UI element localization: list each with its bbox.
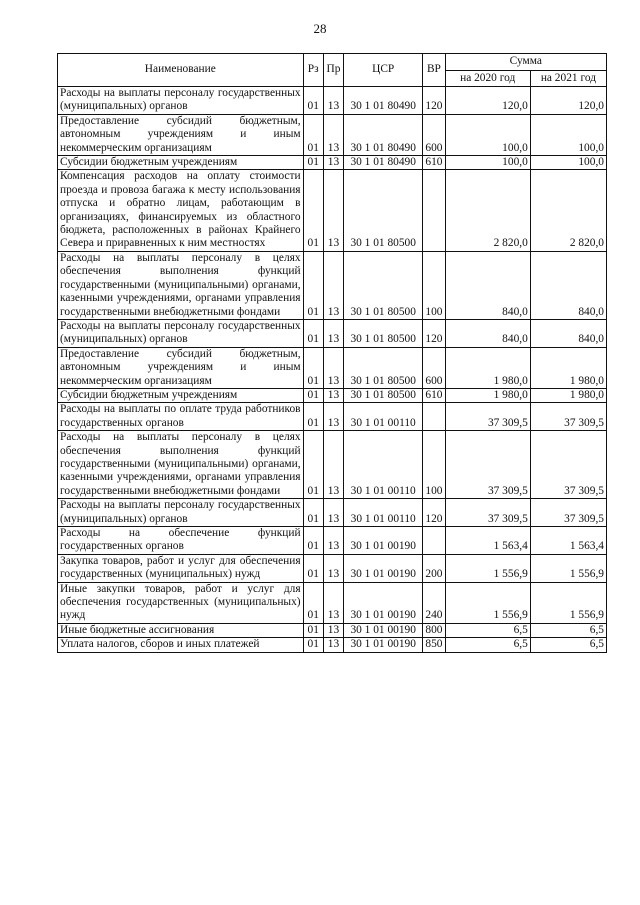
row-sum-2020: 840,0 (445, 251, 530, 319)
row-pr: 13 (323, 156, 343, 170)
table-row (58, 251, 607, 319)
header-name: Наименование (58, 54, 304, 87)
row-sum-2020: 120,0 (445, 87, 530, 115)
row-pr: 13 (323, 499, 343, 527)
table-header (58, 54, 607, 87)
row-sum-2021: 1 563,4 (530, 527, 606, 555)
row-csr: 30 1 01 80490 (344, 114, 423, 155)
header-year-2020: на 2020 год (445, 71, 530, 87)
row-csr: 30 1 01 00110 (344, 431, 423, 499)
table-row (58, 527, 607, 555)
table-row (58, 403, 607, 431)
row-csr: 30 1 01 00110 (344, 499, 423, 527)
row-vr: 850 (423, 638, 445, 652)
budget-table (57, 53, 607, 653)
row-vr (423, 403, 445, 431)
row-sum-2021: 6,5 (530, 623, 606, 637)
row-sum-2021: 37 309,5 (530, 499, 606, 527)
table-row (58, 114, 607, 155)
table-row (58, 319, 607, 347)
row-sum-2020: 1 556,9 (445, 582, 530, 623)
row-name: Уплата налогов, сборов и иных платежей (58, 638, 304, 652)
row-csr: 30 1 01 00190 (344, 554, 423, 582)
row-name: Предоставление субсидий бюджетным, автономным учреждениям и иным некоммерческим организациям (58, 347, 304, 388)
row-sum-2021: 37 309,5 (530, 431, 606, 499)
row-csr: 30 1 01 80500 (344, 251, 423, 319)
table-row (58, 347, 607, 388)
row-sum-2020: 1 556,9 (445, 554, 530, 582)
row-sum-2021: 120,0 (530, 87, 606, 115)
row-sum-2021: 840,0 (530, 319, 606, 347)
table-row (58, 388, 607, 402)
row-rz: 01 (303, 499, 323, 527)
row-vr (423, 170, 445, 251)
row-pr: 13 (323, 319, 343, 347)
row-sum-2020: 6,5 (445, 623, 530, 637)
row-csr: 30 1 01 00190 (344, 623, 423, 637)
header-csr: ЦСР (344, 54, 423, 87)
row-sum-2021: 840,0 (530, 251, 606, 319)
row-name: Расходы на выплаты персоналу государственных (муниципальных) органов (58, 499, 304, 527)
row-csr: 30 1 01 80500 (344, 388, 423, 402)
row-vr (423, 527, 445, 555)
row-rz: 01 (303, 431, 323, 499)
row-sum-2020: 100,0 (445, 114, 530, 155)
row-csr: 30 1 01 80490 (344, 156, 423, 170)
page-number: 28 (313, 21, 327, 36)
row-pr: 13 (323, 638, 343, 652)
row-name: Расходы на обеспечение функций государственных органов (58, 527, 304, 555)
row-pr: 13 (323, 347, 343, 388)
row-pr: 13 (323, 403, 343, 431)
row-csr: 30 1 01 80500 (344, 319, 423, 347)
row-rz: 01 (303, 388, 323, 402)
header-pr: Пр (323, 54, 343, 87)
row-sum-2021: 100,0 (530, 156, 606, 170)
row-csr: 30 1 01 00190 (344, 582, 423, 623)
row-rz: 01 (303, 623, 323, 637)
row-sum-2020: 2 820,0 (445, 170, 530, 251)
row-rz: 01 (303, 638, 323, 652)
row-sum-2020: 6,5 (445, 638, 530, 652)
row-name: Иные закупки товаров, работ и услуг для обеспечения государственных (муниципальных) нужд (58, 582, 304, 623)
row-vr: 100 (423, 251, 445, 319)
row-sum-2020: 37 309,5 (445, 499, 530, 527)
row-vr: 600 (423, 114, 445, 155)
row-csr: 30 1 01 00190 (344, 527, 423, 555)
table-row (58, 623, 607, 637)
table-row (58, 87, 607, 115)
row-rz: 01 (303, 527, 323, 555)
row-vr: 100 (423, 431, 445, 499)
row-vr: 800 (423, 623, 445, 637)
row-rz: 01 (303, 319, 323, 347)
row-pr: 13 (323, 251, 343, 319)
row-pr: 13 (323, 554, 343, 582)
table-row (58, 156, 607, 170)
row-csr: 30 1 01 00190 (344, 638, 423, 652)
row-name: Расходы на выплаты персоналу в целях обеспечения выполнения функций государственными (муниципальными) органами, казенными учреждениями, органами управления государственными внебюджетными фондами (58, 251, 304, 319)
table-row (58, 499, 607, 527)
row-name: Иные бюджетные ассигнования (58, 623, 304, 637)
row-sum-2021: 6,5 (530, 638, 606, 652)
row-sum-2021: 100,0 (530, 114, 606, 155)
row-sum-2020: 37 309,5 (445, 431, 530, 499)
header-vr: ВР (423, 54, 445, 87)
row-name: Закупка товаров, работ и услуг для обеспечения государственных (муниципальных) нужд (58, 554, 304, 582)
row-rz: 01 (303, 403, 323, 431)
row-pr: 13 (323, 87, 343, 115)
row-sum-2021: 1 980,0 (530, 347, 606, 388)
row-sum-2021: 1 980,0 (530, 388, 606, 402)
row-vr: 200 (423, 554, 445, 582)
header-sum: Сумма (445, 54, 606, 71)
row-vr: 610 (423, 388, 445, 402)
row-name: Расходы на выплаты персоналу в целях обеспечения выполнения функций государственными (муниципальными) органами, казенными учреждениями, органами управления государственными внебюджетными фондами (58, 431, 304, 499)
row-rz: 01 (303, 554, 323, 582)
row-rz: 01 (303, 251, 323, 319)
row-name: Расходы на выплаты персоналу государственных (муниципальных) органов (58, 87, 304, 115)
row-vr: 610 (423, 156, 445, 170)
row-pr: 13 (323, 114, 343, 155)
row-rz: 01 (303, 156, 323, 170)
row-rz: 01 (303, 347, 323, 388)
table-body (58, 87, 607, 653)
row-sum-2020: 1 980,0 (445, 347, 530, 388)
row-name: Предоставление субсидий бюджетным, автономным учреждениям и иным некоммерческим организациям (58, 114, 304, 155)
row-csr: 30 1 01 80500 (344, 347, 423, 388)
row-pr: 13 (323, 527, 343, 555)
row-sum-2020: 1 980,0 (445, 388, 530, 402)
row-name: Расходы на выплаты персоналу государственных (муниципальных) органов (58, 319, 304, 347)
row-pr: 13 (323, 431, 343, 499)
row-pr: 13 (323, 623, 343, 637)
row-vr: 120 (423, 87, 445, 115)
row-sum-2021: 1 556,9 (530, 554, 606, 582)
header-rz: Рз (303, 54, 323, 87)
row-sum-2020: 37 309,5 (445, 403, 530, 431)
row-csr: 30 1 01 80490 (344, 87, 423, 115)
row-vr: 600 (423, 347, 445, 388)
row-vr: 120 (423, 319, 445, 347)
row-rz: 01 (303, 87, 323, 115)
table-row (58, 554, 607, 582)
row-pr: 13 (323, 170, 343, 251)
row-csr: 30 1 01 80500 (344, 170, 423, 251)
header-year-2021: на 2021 год (530, 71, 606, 87)
row-rz: 01 (303, 582, 323, 623)
row-sum-2021: 2 820,0 (530, 170, 606, 251)
row-sum-2020: 1 563,4 (445, 527, 530, 555)
row-name: Субсидии бюджетным учреждениям (58, 156, 304, 170)
row-sum-2020: 840,0 (445, 319, 530, 347)
row-sum-2021: 37 309,5 (530, 403, 606, 431)
row-name: Компенсация расходов на оплату стоимости проезда и провоза багажа к месту использования отпуска и обратно лицам, работающим в организациях, финансируемых из областного бюджета, расположенных в районах Крайнего Севера и приравненных к ним местностях (58, 170, 304, 251)
table-row (58, 582, 607, 623)
row-pr: 13 (323, 582, 343, 623)
row-pr: 13 (323, 388, 343, 402)
row-vr: 240 (423, 582, 445, 623)
row-name: Расходы на выплаты по оплате труда работников государственных органов (58, 403, 304, 431)
row-name: Субсидии бюджетным учреждениям (58, 388, 304, 402)
row-sum-2020: 100,0 (445, 156, 530, 170)
row-rz: 01 (303, 170, 323, 251)
row-rz: 01 (303, 114, 323, 155)
row-sum-2021: 1 556,9 (530, 582, 606, 623)
table-row (58, 431, 607, 499)
table-row (58, 170, 607, 251)
row-csr: 30 1 01 00110 (344, 403, 423, 431)
table-row (58, 638, 607, 652)
row-vr: 120 (423, 499, 445, 527)
